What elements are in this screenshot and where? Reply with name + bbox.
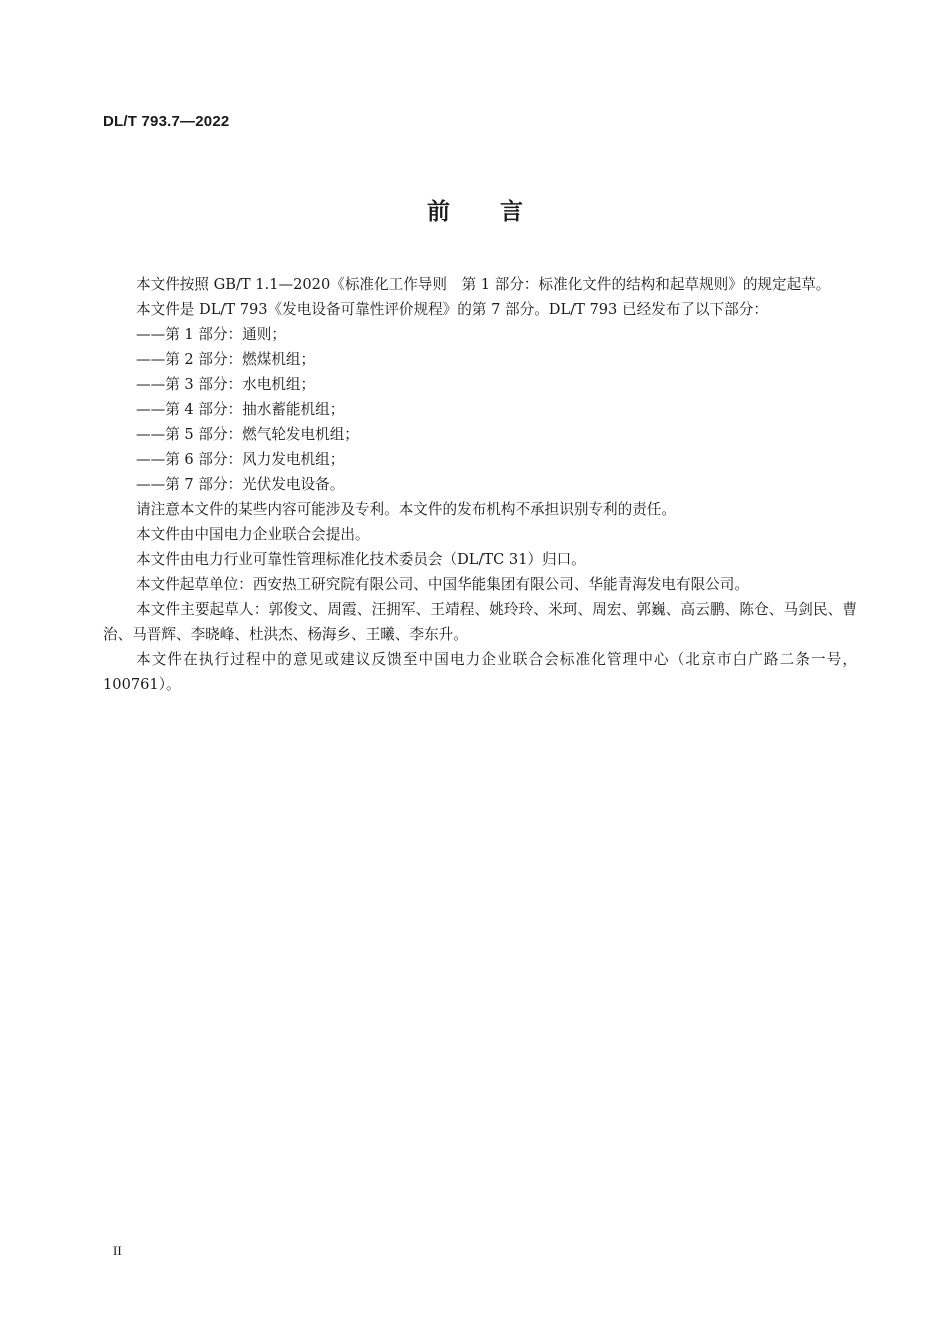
paragraph-series-intro: 本文件是 DL/T 793《发电设备可靠性评价规程》的第 7 部分。DL/T 793 已经发布了以下部分： bbox=[136, 301, 768, 318]
list-item: ——第 1 部分：通则； bbox=[136, 326, 286, 343]
list-item: ——第 4 部分：抽水蓄能机组； bbox=[136, 401, 345, 418]
paragraph-patent-notice: 请注意本文件的某些内容可能涉及专利。本文件的发布机构不承担识别专利的责任。 bbox=[136, 501, 676, 518]
foreword-content bbox=[103, 272, 857, 697]
list-item: ——第 6 部分：风力发电机组； bbox=[136, 451, 345, 468]
list-item: ——第 5 部分：燃气轮发电机组； bbox=[136, 426, 359, 443]
paragraph-drafting-units: 本文件起草单位：西安热工研究院有限公司、中国华能集团有限公司、华能青海发电有限公司。 bbox=[136, 576, 749, 593]
paragraph-feedback: 本文件在执行过程中的意见或建议反馈至中国电力企业联合会标准化管理中心（北京市白广路二条一号，100761）。 bbox=[103, 651, 857, 693]
list-item: ——第 2 部分：燃煤机组； bbox=[136, 351, 316, 368]
page-number: II bbox=[113, 1243, 122, 1258]
section-title: 前言 bbox=[427, 199, 573, 225]
document-code: DL/T 793.7—2022 bbox=[103, 113, 230, 130]
paragraph-drafters: 本文件主要起草人：郭俊文、周霞、汪拥军、王靖程、姚玲玲、米珂、周宏、郭巍、高云鹏、陈仓、马剑民、曹治、马晋辉、李晓峰、杜洪杰、杨海乡、王曦、李东升。 bbox=[103, 601, 857, 643]
list-item: ——第 3 部分：水电机组； bbox=[136, 376, 316, 393]
paragraph-committee: 本文件由电力行业可靠性管理标准化技术委员会（DL/TC 31）归口。 bbox=[136, 551, 586, 568]
list-item: ——第 7 部分：光伏发电设备。 bbox=[136, 476, 345, 493]
paragraph-proposer: 本文件由中国电力企业联合会提出。 bbox=[136, 526, 370, 543]
paragraph-drafting-rules: 本文件按照 GB/T 1.1—2020《标准化工作导则 第 1 部分：标准化文件的结构和起草规则》的规定起草。 bbox=[136, 276, 831, 293]
parts-list bbox=[103, 322, 857, 497]
